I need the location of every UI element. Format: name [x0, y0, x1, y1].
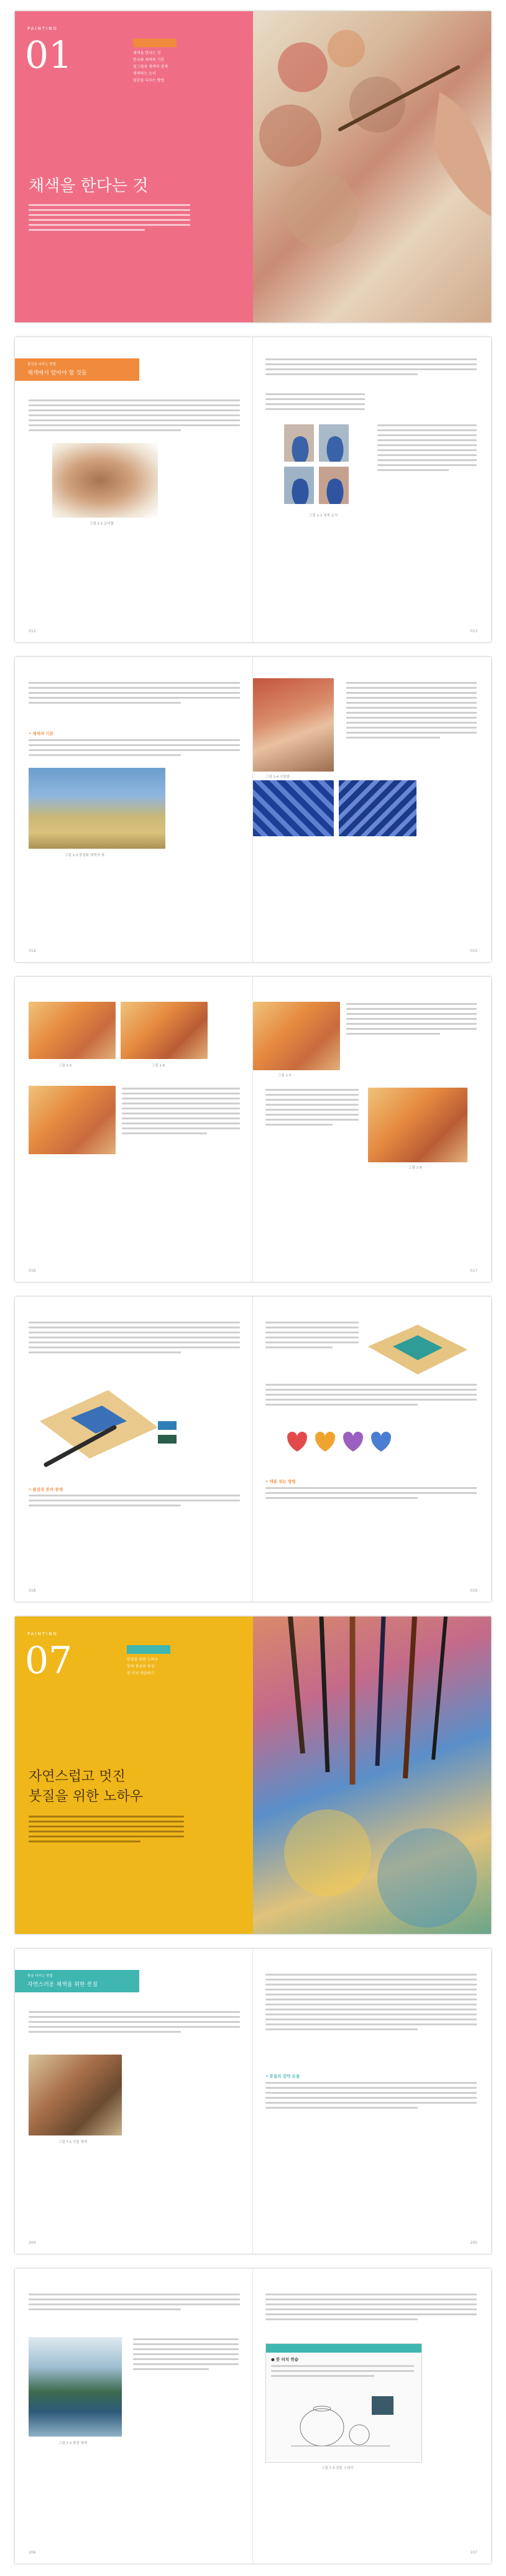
spread-3: [15, 657, 491, 962]
body-text: [346, 1003, 477, 1038]
body-text: [265, 1322, 359, 1351]
toc-heading-bar: [133, 39, 177, 47]
page-number: 014: [29, 949, 36, 953]
page-number: 205: [470, 2241, 477, 2245]
body-text: [377, 424, 477, 474]
chapter-toc-box: [133, 39, 226, 84]
page-number: 016: [29, 1269, 36, 1273]
page-number: 012: [29, 629, 36, 633]
page-206: [15, 2269, 253, 2564]
paint-swatch-illustration: [362, 1322, 474, 1378]
page-016: [15, 977, 253, 1282]
page-204: [15, 1949, 253, 2254]
chapter-title: 채색을 한다는 것: [29, 177, 149, 195]
color-mixing-hearts: [278, 1421, 402, 1458]
body-text: [265, 2294, 477, 2323]
body-text: [29, 399, 240, 434]
figure-caption: 그림 1-1 준비물: [90, 522, 114, 526]
body-text: [133, 2338, 239, 2373]
tip-box-text: [271, 2365, 414, 2380]
figure-caption: 그림 1-2 채색 순서: [309, 514, 338, 518]
body-text: [29, 1322, 240, 1356]
body-text: [265, 1384, 477, 1409]
subheading: • 물감과 붓의 관계: [29, 1487, 63, 1492]
chapter-label: PAINTING: [27, 26, 58, 31]
chapter-number: 01: [25, 34, 73, 77]
section-header-title: 자연스러운 채색을 위한 붓질: [27, 1982, 98, 1988]
turban-portrait-3: [29, 1086, 116, 1154]
chapter-label: PAINTING: [27, 1631, 58, 1636]
figure-caption: 그림 7-2 풍경 채색: [58, 2442, 88, 2445]
figure-caption: 그림 1-4 인물화: [265, 775, 290, 779]
toc-item[interactable]: 채색을 한다는 것: [133, 51, 161, 55]
figure-caption: 그림 1-3 풍경화 채색의 예: [65, 854, 104, 857]
spread-5: [15, 1297, 491, 1602]
blue-pattern-2: [339, 780, 416, 836]
page-019: [253, 1297, 491, 1602]
brushes-illustration: [253, 1617, 491, 1934]
figure-caption: 그림 7-1 인물 채색: [58, 2140, 88, 2144]
page-018: [15, 1297, 253, 1602]
figure-caption: 그림 1-5: [58, 1064, 72, 1068]
tip-box-title-bar: [266, 2344, 421, 2353]
subheading: • 붓질의 강약 조절: [265, 2074, 300, 2079]
body-text: [265, 393, 365, 413]
toc-item[interactable]: 물감을 다루는 방법: [133, 78, 165, 83]
body-text: [265, 1487, 477, 1502]
page-number: 206: [29, 2550, 36, 2555]
page-207: [253, 2269, 491, 2564]
figure-caption: 그림 1-8: [408, 1166, 422, 1170]
page-015: [253, 657, 491, 962]
turban-portrait-5: [368, 1088, 467, 1162]
lake-landscape-painting: [29, 2337, 122, 2437]
landscape-painting: [29, 768, 165, 849]
vase-illustrations: [280, 421, 355, 508]
body-text: [29, 739, 240, 759]
toc-item[interactable]: 채색하는 순서: [133, 72, 156, 76]
body-text: [265, 2082, 477, 2112]
page-013: [253, 337, 491, 642]
toc-item[interactable]: 붓의 종류와 특징: [127, 1664, 155, 1669]
toc-heading-bar: [127, 1645, 170, 1654]
toc-item[interactable]: 붓 터치 연습하기: [127, 1671, 155, 1676]
body-text: [346, 682, 477, 742]
blue-pattern-1: [253, 780, 334, 836]
chapter-toc-box: [127, 1645, 220, 1677]
body-text: [29, 1495, 240, 1510]
chapter-title-line2: 붓질을 위한 노하우: [29, 1789, 144, 1804]
page-012: [15, 337, 253, 642]
body-text: [265, 1089, 359, 1129]
spread-7: [15, 1949, 491, 2254]
chapter-intro-text: [29, 204, 190, 234]
tip-box-title: ● 붓 터치 연습: [271, 2357, 298, 2362]
figure-caption: 그림 1-7: [278, 1074, 292, 1078]
spread-chapter-07: [15, 1617, 491, 1934]
chapter-number: 07: [25, 1639, 73, 1682]
page-number: 204: [29, 2241, 36, 2245]
turban-portrait-4: [253, 1002, 340, 1070]
spread-chapter-01: [15, 11, 491, 322]
body-text: [29, 2294, 240, 2313]
spread-4: [15, 977, 491, 1282]
section-header-title: 채색에서 알아야 할 것들: [27, 370, 87, 376]
body-text: [29, 2011, 240, 2036]
page-number: 207: [470, 2550, 477, 2555]
section-header-bar: [15, 1970, 139, 1992]
chapter-01-painting-photo: [253, 11, 491, 322]
page-number: 018: [29, 1589, 36, 1593]
turban-portrait-1: [29, 1002, 116, 1059]
subheading: • 색을 섞는 방법: [265, 1479, 296, 1484]
page-014: [15, 657, 253, 962]
toc-item[interactable]: 한국화 채색의 기본: [133, 58, 165, 62]
section-header-small: 붓을 다루는 방법: [27, 1974, 53, 1978]
toc-item[interactable]: 밑그림과 채색의 관계: [133, 65, 168, 69]
portrait-with-hat: [29, 2055, 122, 2135]
page-017: [253, 977, 491, 1282]
page-number: 019: [470, 1589, 477, 1593]
still-life-sketch: [285, 2384, 397, 2452]
body-text: [265, 1974, 477, 2033]
chapter-intro-text: [29, 1816, 184, 1846]
subheading: • 채색의 기본: [29, 731, 54, 736]
chapter-title-line1: 자연스럽고 멋진: [29, 1769, 126, 1785]
figure-caption: 그림 7-3 정물 스케치: [321, 2466, 354, 2470]
page-number: 017: [470, 1269, 477, 1273]
flower-painting-illustration: [253, 11, 491, 322]
chapter-07-brushes-photo: [253, 1617, 491, 1934]
materials-photo: [52, 443, 158, 518]
spread-8: [15, 2269, 491, 2564]
chapter-07-cover-page: [15, 1617, 253, 1934]
body-text: [122, 1088, 240, 1137]
section-header-bar: [15, 358, 139, 381]
brush-on-paper-illustration: [34, 1384, 183, 1471]
figure-caption: 그림 1-6: [152, 1064, 165, 1068]
chapter-01-cover-page: [15, 11, 253, 322]
page-number: 013: [470, 629, 477, 633]
body-text: [29, 682, 240, 707]
spread-2: [15, 337, 491, 642]
page-205: [253, 1949, 491, 2254]
turban-portrait-2: [121, 1002, 208, 1059]
body-text: [265, 358, 477, 378]
section-header-small: 물감을 다루는 방법: [27, 363, 57, 366]
tip-box: [265, 2343, 422, 2463]
toc-item[interactable]: 붓질을 위한 노하우: [127, 1658, 159, 1662]
portrait-painting: [253, 678, 334, 772]
page-number: 015: [470, 949, 477, 953]
